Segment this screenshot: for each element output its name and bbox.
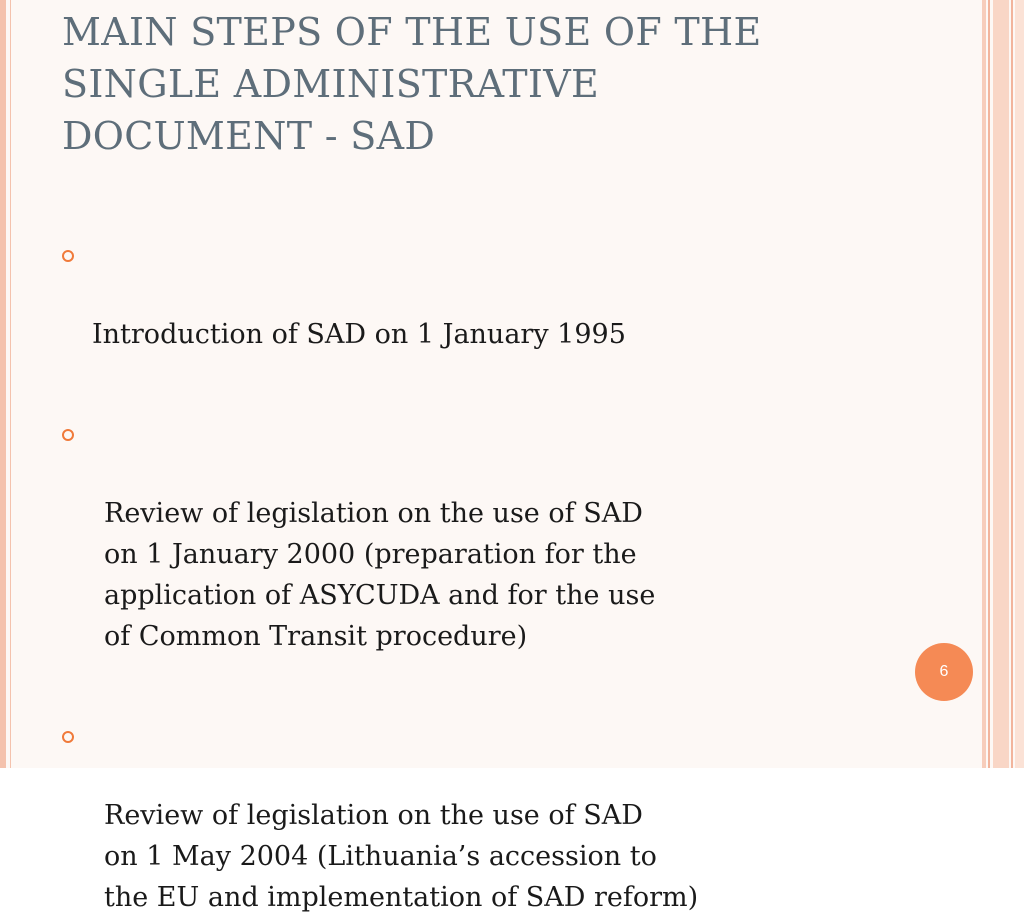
stripe xyxy=(993,0,1009,768)
page-number-badge: 6 xyxy=(915,643,973,701)
bullet-item xyxy=(62,713,902,918)
stripe xyxy=(988,0,990,768)
bullet-item xyxy=(62,232,902,355)
right-stripe-decoration xyxy=(982,0,1024,768)
bullet-text: Review of legislation on the use of SAD on 1 May 2004 (Lithuania’s accession to the EU and implementation of SAD reform) xyxy=(104,800,699,913)
bullet-icon xyxy=(62,250,74,262)
bullet-item xyxy=(62,411,902,657)
bullet-icon xyxy=(62,731,74,743)
stripe xyxy=(1011,0,1013,768)
stripe xyxy=(1015,0,1024,768)
slide-title: MAIN STEPS OF THE USE OF THE SINGLE ADMINISTRATIVE DOCUMENT - SAD xyxy=(62,10,762,158)
bullet-list xyxy=(62,232,902,918)
bullet-text: Review of legislation on the use of SAD on 1 January 2000 (preparation for the application of ASYCUDA and for the use of Common Transit procedure) xyxy=(104,498,656,652)
left-border-decoration xyxy=(0,0,6,768)
left-border-line xyxy=(10,0,11,768)
bullet-text: Introduction of SAD on 1 January 1995 xyxy=(92,319,626,350)
stripe xyxy=(982,0,986,768)
bullet-icon xyxy=(62,429,74,441)
